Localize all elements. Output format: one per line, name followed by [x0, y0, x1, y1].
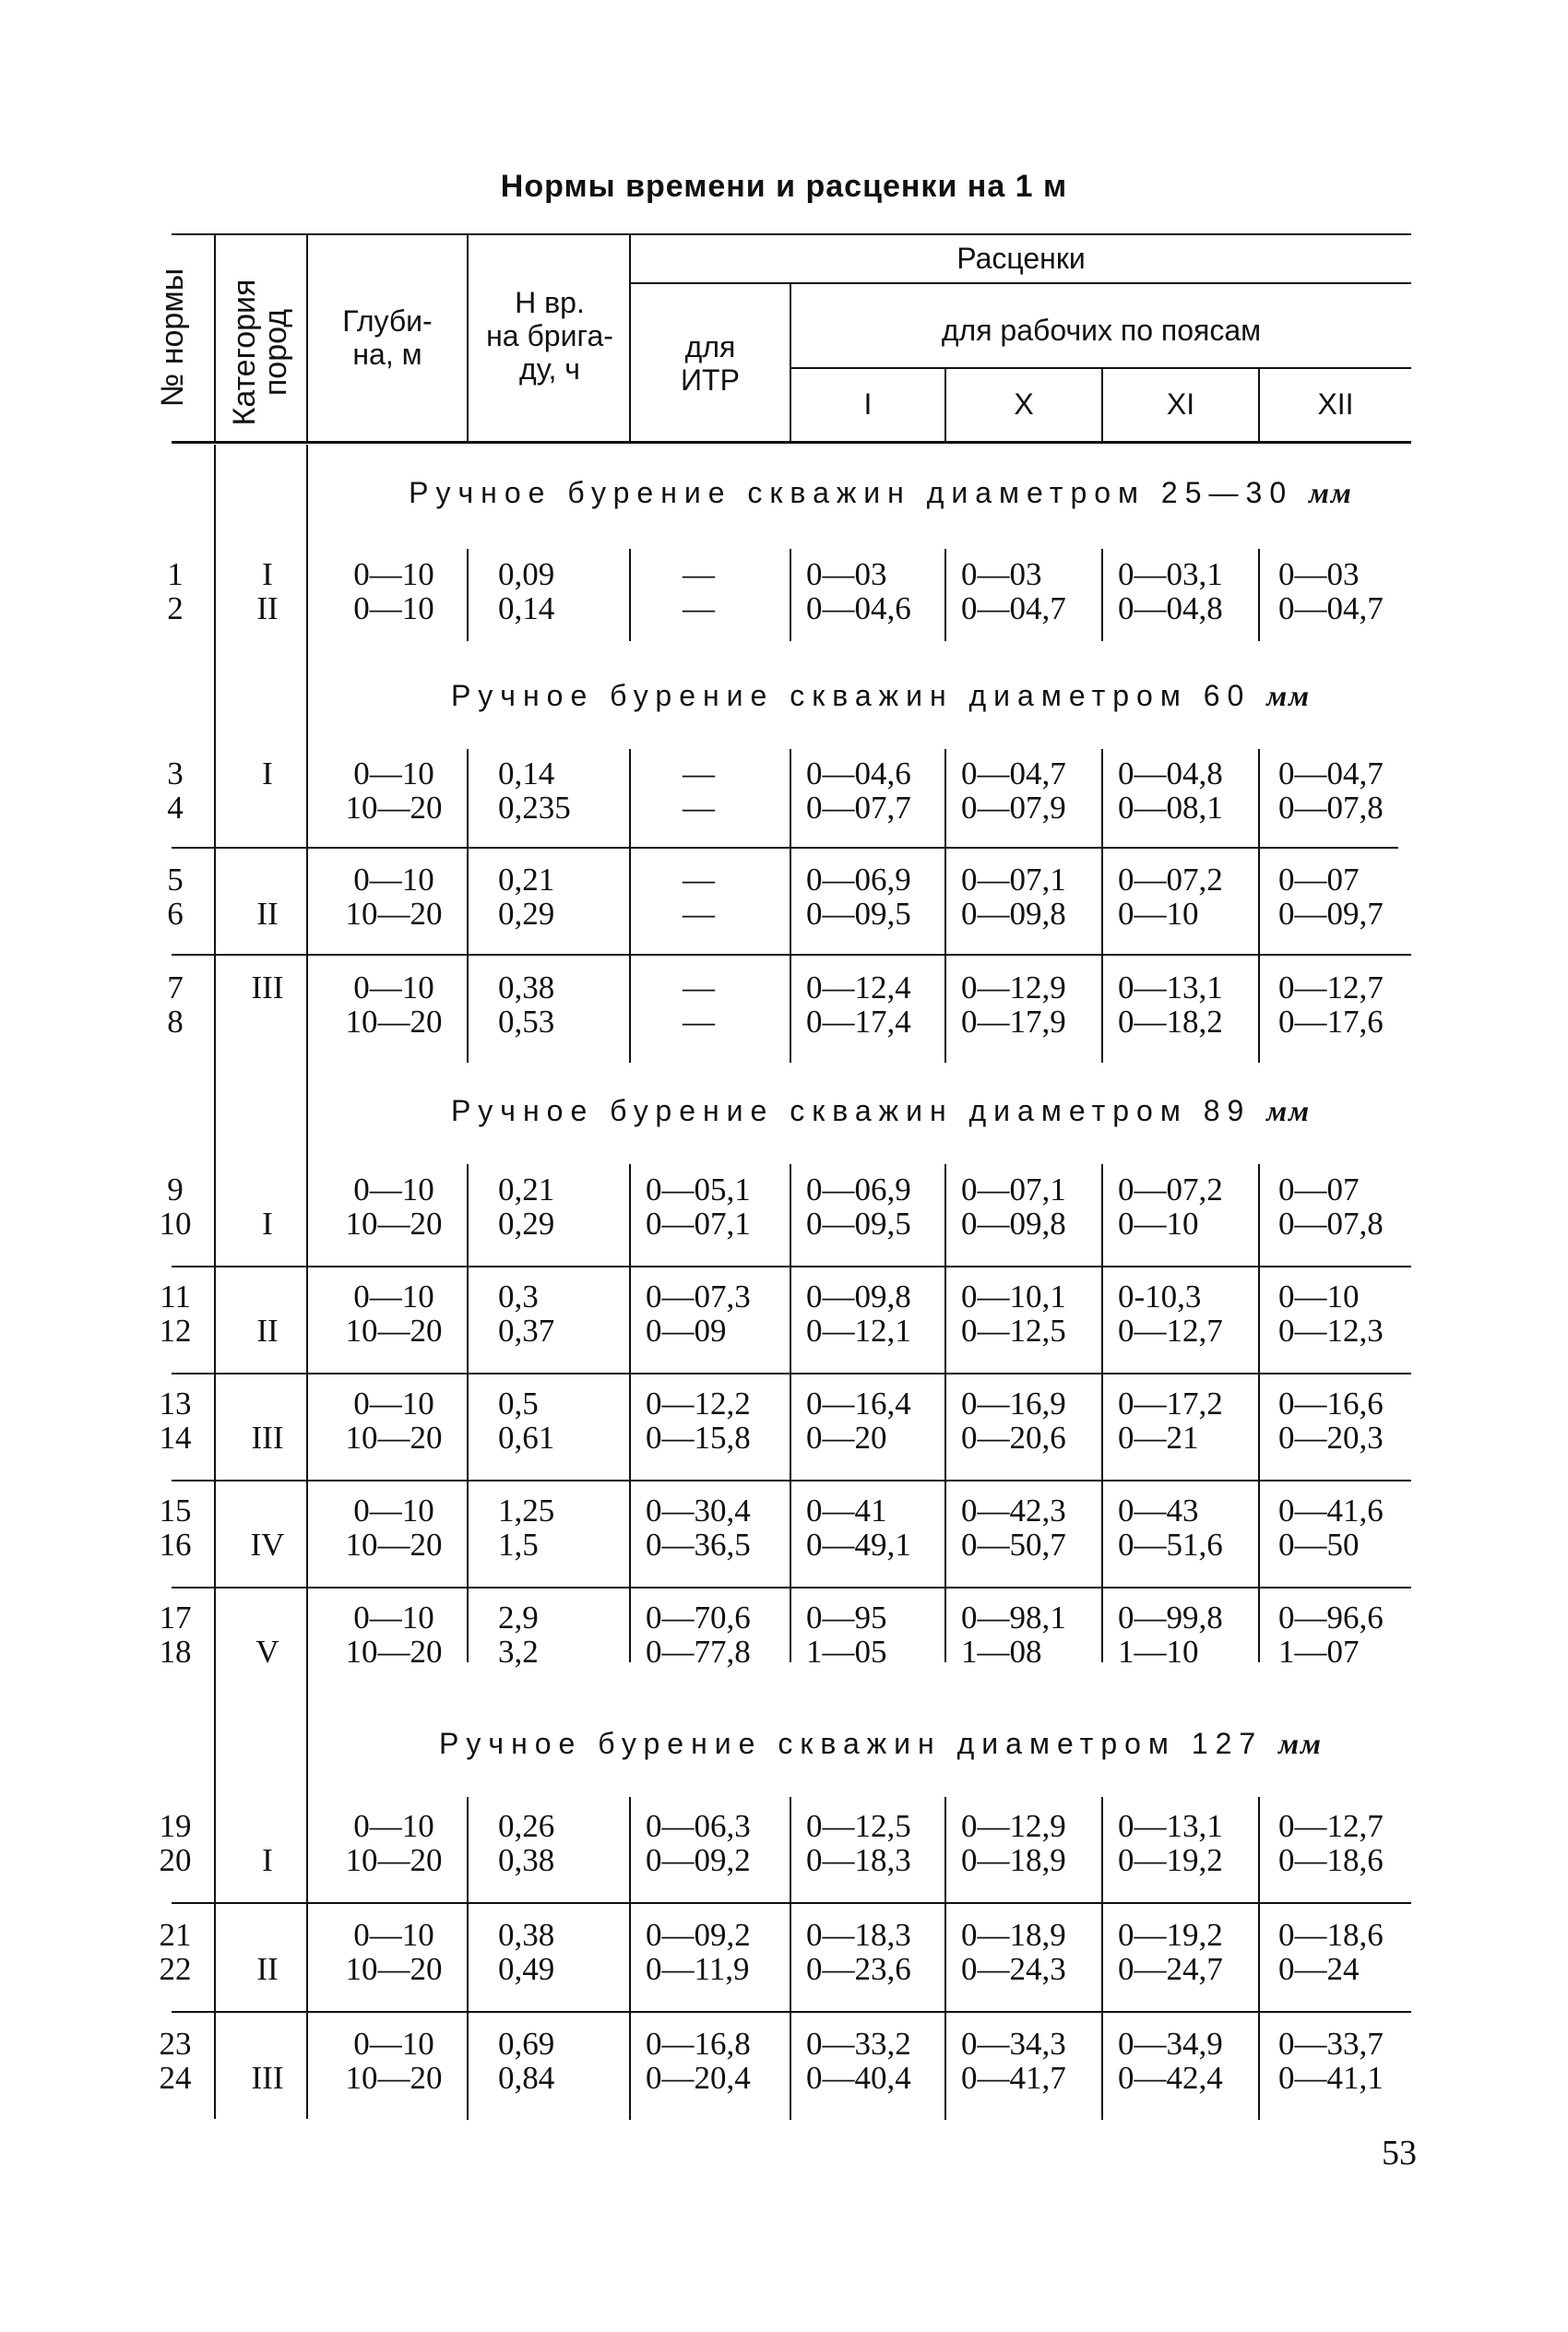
group-divider: [467, 749, 469, 1063]
rate-zone-10: 0—24,3: [961, 1951, 1066, 1987]
rate-zone-10: 0—12,9: [961, 970, 1066, 1005]
rate-zone-10: 1—08: [961, 1634, 1042, 1670]
depth: 10—20: [345, 1004, 443, 1040]
category: III: [251, 1420, 284, 1456]
depth: 10—20: [345, 2060, 443, 2096]
header-category: Категория пород: [227, 279, 293, 426]
rates-underline: [631, 282, 1411, 284]
rate-zone-12: 0—07: [1278, 1172, 1360, 1208]
section-title: Ручное бурение скважин диаметром 127 мм: [439, 1727, 1323, 1760]
group-rule: [172, 1480, 1411, 1481]
depth: 10—20: [345, 1634, 443, 1670]
page-number: 53: [1382, 2134, 1417, 2172]
rate-zone-1: 0—03: [806, 556, 887, 592]
norm-number: 24: [159, 2060, 192, 2096]
rate-zone-10: 0—12,5: [961, 1313, 1066, 1349]
rate-zone-12: 0—18,6: [1278, 1842, 1384, 1878]
header-itr: для ИТР: [681, 330, 740, 397]
depth: 10—20: [345, 1420, 443, 1456]
category: IV: [250, 1527, 285, 1563]
group-rule: [172, 954, 1411, 956]
rate-zone-1: 0—04,6: [806, 590, 911, 626]
page-title: Нормы времени и расценки на 1 м: [500, 169, 1068, 204]
header-norm-number: № нормы: [155, 268, 190, 408]
depth: 10—20: [345, 1842, 443, 1878]
rate-zone-11: 0—17,2: [1118, 1386, 1223, 1422]
group-rule: [172, 1266, 1411, 1267]
rate-zone-10: 0—20,6: [961, 1420, 1066, 1456]
norm-number: 4: [167, 790, 184, 826]
rate-zone-12: 0—10: [1278, 1279, 1360, 1315]
hours: 0,69: [498, 2026, 555, 2062]
rate-zone-12: 0—04,7: [1278, 590, 1384, 626]
rate-zone-12: 0—33,7: [1278, 2026, 1384, 2062]
rate-zone-1: 0—07,7: [806, 790, 911, 826]
depth: 10—20: [345, 1206, 443, 1242]
category: I: [262, 1206, 273, 1242]
rate-zone-10: 0—09,8: [961, 896, 1066, 932]
group-rule: [172, 1902, 1411, 1904]
rate-zone-10: 0—07,1: [961, 862, 1066, 898]
rate-zone-1: 0—12,5: [806, 1808, 911, 1844]
rate-itr: 0—16,8: [646, 2026, 751, 2062]
depth: 10—20: [345, 896, 443, 932]
group-rule: [172, 847, 1398, 849]
depth: 10—20: [345, 1527, 443, 1563]
depth: 0—10: [353, 1493, 434, 1529]
depth: 0—10: [353, 1279, 434, 1315]
header-bottom-rule: [172, 441, 1411, 444]
rate-itr: 0—20,4: [646, 2060, 751, 2096]
header-hours: Н вр. на брига- ду, ч: [486, 286, 613, 386]
group-rule: [172, 1373, 1411, 1374]
hours: 0,38: [498, 1842, 555, 1878]
rate-zone-11: 0—12,7: [1118, 1313, 1223, 1349]
rate-zone-1: 0—12,1: [806, 1313, 911, 1349]
norm-number: 12: [159, 1313, 192, 1349]
rate-zone-11: 0—03,1: [1118, 556, 1223, 592]
rate-itr: 0—07,1: [646, 1206, 751, 1242]
rate-zone-11: 0-10,3: [1118, 1279, 1202, 1315]
norm-number: 1: [167, 556, 184, 592]
rate-zone-1: 0—33,2: [806, 2026, 911, 2062]
rate-itr: —: [683, 970, 715, 1005]
hours: 0,38: [498, 970, 555, 1005]
rate-zone-1: 0—16,4: [806, 1386, 911, 1422]
depth: 0—10: [353, 862, 434, 898]
category: II: [256, 1313, 279, 1349]
hours: 0,21: [498, 862, 555, 898]
section-title: Ручное бурение скважин диаметром 25—30 мм: [409, 476, 1353, 509]
rate-zone-10: 0—17,9: [961, 1004, 1066, 1040]
rate-zone-10: 0—18,9: [961, 1842, 1066, 1878]
rate-zone-12: 0—09,7: [1278, 896, 1384, 932]
hours: 0,14: [498, 590, 555, 626]
depth: 0—10: [353, 1600, 434, 1636]
group-rule: [172, 2011, 1411, 2013]
rate-itr: 0—06,3: [646, 1808, 751, 1844]
hours: 1,5: [498, 1527, 539, 1563]
header-zone-11: XI: [1166, 387, 1195, 421]
rate-zone-11: 0—43: [1118, 1493, 1199, 1529]
rate-zone-10: 0—34,3: [961, 2026, 1066, 2062]
rate-zone-12: 0—12,7: [1278, 1808, 1384, 1844]
rate-zone-12: 0—16,6: [1278, 1386, 1384, 1422]
rate-zone-11: 0—18,2: [1118, 1004, 1223, 1040]
group-divider: [467, 549, 469, 641]
rate-zone-11: 0—04,8: [1118, 590, 1223, 626]
norm-number: 23: [159, 2026, 192, 2062]
group-divider: [467, 1797, 469, 2120]
group-divider: [1101, 749, 1103, 1063]
rate-zone-10: 0—50,7: [961, 1527, 1066, 1563]
norm-number: 18: [159, 1634, 192, 1670]
rate-zone-12: 0—07,8: [1278, 1206, 1384, 1242]
hours: 0,53: [498, 1004, 555, 1040]
norm-number: 9: [167, 1172, 184, 1208]
rate-zone-11: 0—24,7: [1118, 1951, 1223, 1987]
category: V: [255, 1634, 279, 1670]
norm-number: 20: [159, 1842, 192, 1878]
rate-itr: —: [683, 862, 715, 898]
rate-zone-1: 0—20: [806, 1420, 887, 1456]
group-divider: [629, 1797, 631, 2120]
rate-zone-10: 0—16,9: [961, 1386, 1066, 1422]
rate-itr: —: [683, 590, 715, 626]
rate-itr: —: [683, 556, 715, 592]
rate-zone-12: 0—20,3: [1278, 1420, 1384, 1456]
norm-number: 21: [159, 1917, 192, 1953]
rate-zone-1: 1—05: [806, 1634, 887, 1670]
rate-zone-11: 0—13,1: [1118, 1808, 1223, 1844]
category: I II: [256, 556, 279, 626]
category: I: [262, 1842, 273, 1878]
rate-zone-10: 0—03: [961, 556, 1042, 592]
rate-zone-12: 0—50: [1278, 1527, 1360, 1563]
rate-zone-11: 0—19,2: [1118, 1842, 1223, 1878]
depth: 0—10: [353, 1808, 434, 1844]
rate-zone-10: 0—12,9: [961, 1808, 1066, 1844]
header-zone-1: I: [863, 387, 873, 421]
rate-zone-10: 0—04,7: [961, 756, 1066, 791]
depth: 0—10: [353, 1917, 434, 1953]
norm-number: 14: [159, 1420, 192, 1456]
rate-itr: —: [683, 1004, 715, 1040]
hours: 0,61: [498, 1420, 555, 1456]
depth: 0—10: [353, 1172, 434, 1208]
rate-zone-1: 0—49,1: [806, 1527, 911, 1563]
rate-zone-11: 0—10: [1118, 896, 1199, 932]
rate-zone-10: 0—09,8: [961, 1206, 1066, 1242]
header-divider: [306, 235, 308, 441]
rate-zone-1: 0—95: [806, 1600, 887, 1636]
rate-zone-1: 0—23,6: [806, 1951, 911, 1987]
norm-number: 22: [159, 1951, 192, 1987]
rate-zone-10: 0—42,3: [961, 1493, 1066, 1529]
norm-number: 10: [159, 1206, 192, 1242]
rate-itr: —: [683, 790, 715, 826]
header-workers-zones: для рабочих по поясам: [941, 314, 1262, 347]
hours: 0,14: [498, 756, 555, 791]
section-title: Ручное бурение скважин диаметром 60 мм: [450, 679, 1312, 712]
header-divider: [214, 235, 216, 441]
depth: 0—10: [353, 756, 434, 791]
norm-number: 15: [159, 1493, 192, 1529]
header-zone-10: X: [1014, 387, 1034, 421]
group-divider: [944, 749, 946, 1063]
depth: 0—10: [353, 556, 434, 592]
category: II: [256, 1951, 279, 1987]
rate-zone-1: 0—06,9: [806, 862, 911, 898]
norm-number: 16: [159, 1527, 192, 1563]
category: II: [256, 896, 279, 932]
depth: 10—20: [345, 1951, 443, 1987]
rate-zone-10: 0—07,1: [961, 1172, 1066, 1208]
rate-itr: 0—05,1: [646, 1172, 751, 1208]
rate-itr: —: [683, 896, 715, 932]
norm-number: 2: [167, 590, 184, 626]
depth: 10—20: [345, 1313, 443, 1349]
hours: 0,37: [498, 1313, 555, 1349]
rate-itr: 0—12,2: [646, 1386, 751, 1422]
hours: 0,235: [498, 790, 571, 826]
rate-itr: 0—77,8: [646, 1634, 751, 1670]
rate-itr: 0—09: [646, 1313, 727, 1349]
hours: 0,21: [498, 1172, 555, 1208]
rate-zone-12: 0—03: [1278, 556, 1360, 592]
rate-itr: 0—11,9: [646, 1951, 750, 1987]
rate-zone-1: 0—18,3: [806, 1917, 911, 1953]
hours: 2,9: [498, 1600, 539, 1636]
rate-zone-11: 0—10: [1118, 1206, 1199, 1242]
rate-zone-10: 0—07,9: [961, 790, 1066, 826]
rate-zone-12: 0—18,6: [1278, 1917, 1384, 1953]
rate-itr: 0—07,3: [646, 1279, 751, 1315]
rate-zone-1: 0—12,4: [806, 970, 911, 1005]
rate-zone-11: 0—07,2: [1118, 1172, 1223, 1208]
rate-zone-1: 0—18,3: [806, 1842, 911, 1878]
rate-zone-12: 0—41,1: [1278, 2060, 1384, 2096]
rate-zone-11: 0—07,2: [1118, 862, 1223, 898]
depth: 0—10: [353, 970, 434, 1005]
depth: 0—10: [353, 590, 434, 626]
group-divider: [944, 1797, 946, 2120]
rate-zone-12: 0—12,3: [1278, 1313, 1384, 1349]
rate-zone-12: 0—17,6: [1278, 1004, 1384, 1040]
rate-zone-12: 1—07: [1278, 1634, 1360, 1670]
rate-itr: 0—30,4: [646, 1493, 751, 1529]
rate-zone-10: 0—10,1: [961, 1279, 1066, 1315]
hours: 0,5: [498, 1386, 539, 1422]
rate-itr: 0—09,2: [646, 1842, 751, 1878]
hours: 0,09: [498, 556, 555, 592]
rate-zone-1: 0—09,5: [806, 1206, 911, 1242]
rate-zone-11: 0—34,9: [1118, 2026, 1223, 2062]
norm-number: 5: [167, 862, 184, 898]
rate-zone-1: 0—06,9: [806, 1172, 911, 1208]
rate-itr: 0—36,5: [646, 1527, 751, 1563]
rate-zone-12: 0—07,8: [1278, 790, 1384, 826]
header-rates: Расценки: [956, 242, 1086, 275]
hours: 3,2: [498, 1634, 539, 1670]
header-depth: Глуби- на, м: [342, 304, 433, 371]
hours: 0,84: [498, 2060, 555, 2096]
hours: 1,25: [498, 1493, 555, 1529]
rate-zone-10: 0—18,9: [961, 1917, 1066, 1953]
group-divider: [1101, 549, 1103, 641]
category: III: [251, 970, 284, 1005]
rate-zone-12: 0—07: [1278, 862, 1360, 898]
rate-itr: 0—15,8: [646, 1420, 751, 1456]
norm-number: 17: [159, 1600, 192, 1636]
rate-zone-10: 0—04,7: [961, 590, 1066, 626]
rate-zone-10: 0—98,1: [961, 1600, 1066, 1636]
hours: 0,38: [498, 1917, 555, 1953]
norm-number: 11: [160, 1279, 191, 1315]
rate-itr: —: [683, 756, 715, 791]
group-divider: [629, 549, 631, 641]
rate-zone-1: 0—09,8: [806, 1279, 911, 1315]
rate-zone-12: 0—96,6: [1278, 1600, 1384, 1636]
norm-number: 13: [159, 1386, 192, 1422]
depth: 0—10: [353, 1386, 434, 1422]
rate-zone-1: 0—17,4: [806, 1004, 911, 1040]
category: III: [251, 2060, 284, 2096]
rate-zone-1: 0—09,5: [806, 896, 911, 932]
rate-zone-12: 0—24: [1278, 1951, 1360, 1987]
group-divider: [1101, 1797, 1103, 2120]
section-title: Ручное бурение скважин диаметром 89 мм: [450, 1094, 1312, 1127]
rate-itr: 0—09,2: [646, 1917, 751, 1953]
hours: 0,26: [498, 1808, 555, 1844]
hours: 0,29: [498, 1206, 555, 1242]
header-zone-12: XII: [1317, 387, 1354, 421]
group-divider: [944, 549, 946, 641]
rate-zone-11: 0—51,6: [1118, 1527, 1223, 1563]
rate-itr: 0—70,6: [646, 1600, 751, 1636]
rate-zone-11: 0—04,8: [1118, 756, 1223, 791]
norm-number: 3: [167, 756, 184, 791]
body-divider: [214, 445, 216, 2119]
rate-zone-1: 0—40,4: [806, 2060, 911, 2096]
norm-number: 19: [159, 1808, 192, 1844]
rate-zone-12: 0—04,7: [1278, 756, 1384, 791]
rate-zone-11: 0—21: [1118, 1420, 1199, 1456]
group-divider: [790, 1797, 791, 2120]
rate-zone-1: 0—41: [806, 1493, 887, 1529]
group-divider: [629, 749, 631, 1063]
category: I: [262, 756, 273, 791]
rate-zone-11: 0—08,1: [1118, 790, 1223, 826]
rate-zone-12: 0—41,6: [1278, 1493, 1384, 1529]
rate-zone-1: 0—04,6: [806, 756, 911, 791]
depth: 0—10: [353, 2026, 434, 2062]
norm-number: 7: [167, 970, 184, 1005]
norm-number: 6: [167, 896, 184, 932]
norm-number: 8: [167, 1004, 184, 1040]
hours: 0,49: [498, 1951, 555, 1987]
rate-zone-11: 0—13,1: [1118, 970, 1223, 1005]
rate-zone-11: 0—42,4: [1118, 2060, 1223, 2096]
depth: 10—20: [345, 790, 443, 826]
rate-zone-10: 0—41,7: [961, 2060, 1066, 2096]
rate-zone-11: 0—99,8: [1118, 1600, 1223, 1636]
rate-zone-12: 0—12,7: [1278, 970, 1384, 1005]
hours: 0,29: [498, 896, 555, 932]
hours: 0,3: [498, 1279, 539, 1315]
table-top-rule: [172, 233, 1411, 235]
rate-zone-11: 1—10: [1118, 1634, 1199, 1670]
group-rule: [172, 1587, 1411, 1588]
rate-zone-11: 0—19,2: [1118, 1917, 1223, 1953]
